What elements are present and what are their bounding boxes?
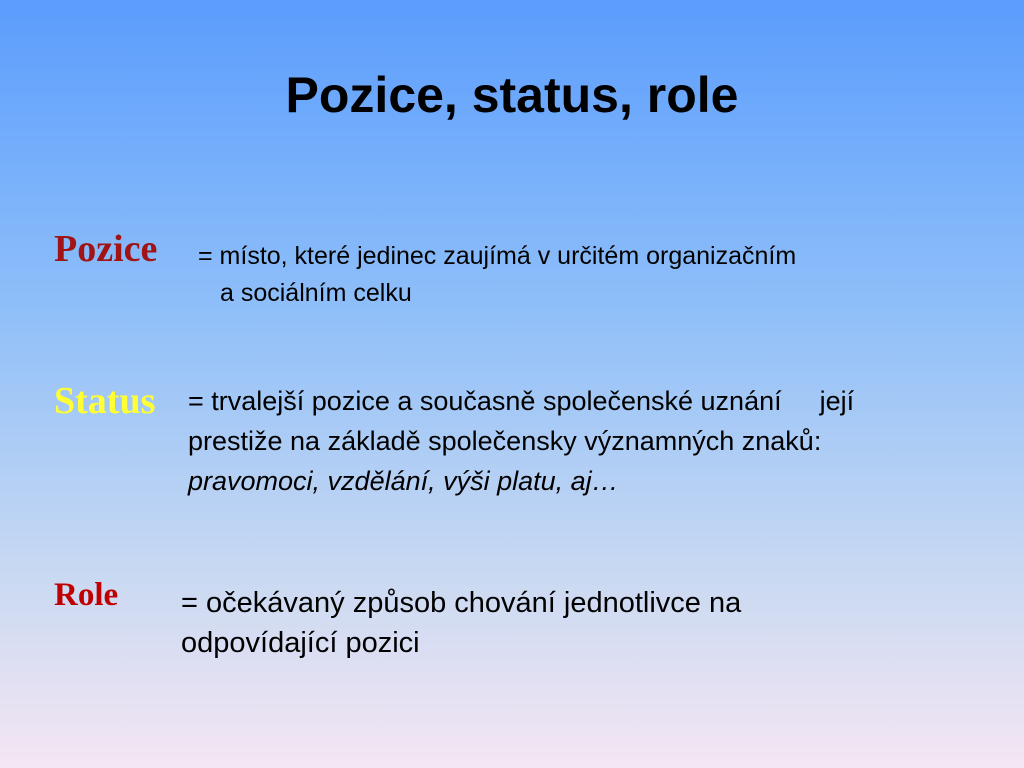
definition-role-line-2: odpovídající pozici: [181, 627, 420, 659]
definition-status-line-2: prestiže na základě společensky významných znaků:: [188, 426, 822, 456]
definition-pozice-line-1: = místo, které jedinec zaujímá v určitém organizačním: [198, 242, 797, 270]
term-status: Status: [54, 380, 156, 422]
definition-pozice-line-2: a sociálním celku: [220, 279, 412, 307]
definition-status-line-1-end: její: [819, 386, 855, 416]
definition-role: [181, 583, 741, 663]
definition-role-line-1: = očekávaný způsob chování jednotlivce na: [181, 587, 742, 619]
definition-status-line-1: [188, 381, 1008, 421]
definition-status-examples: pravomoci, vzdělání, výši platu, aj…: [188, 466, 619, 496]
slide-title: Pozice, status, role: [285, 67, 739, 123]
definition-pozice: [198, 238, 796, 312]
definition-status-line-1-text: = trvalejší pozice a současně společenské uznání: [188, 386, 782, 416]
term-role: Role: [54, 577, 119, 613]
definition-status: [188, 381, 1008, 501]
term-pozice: Pozice: [54, 228, 158, 270]
